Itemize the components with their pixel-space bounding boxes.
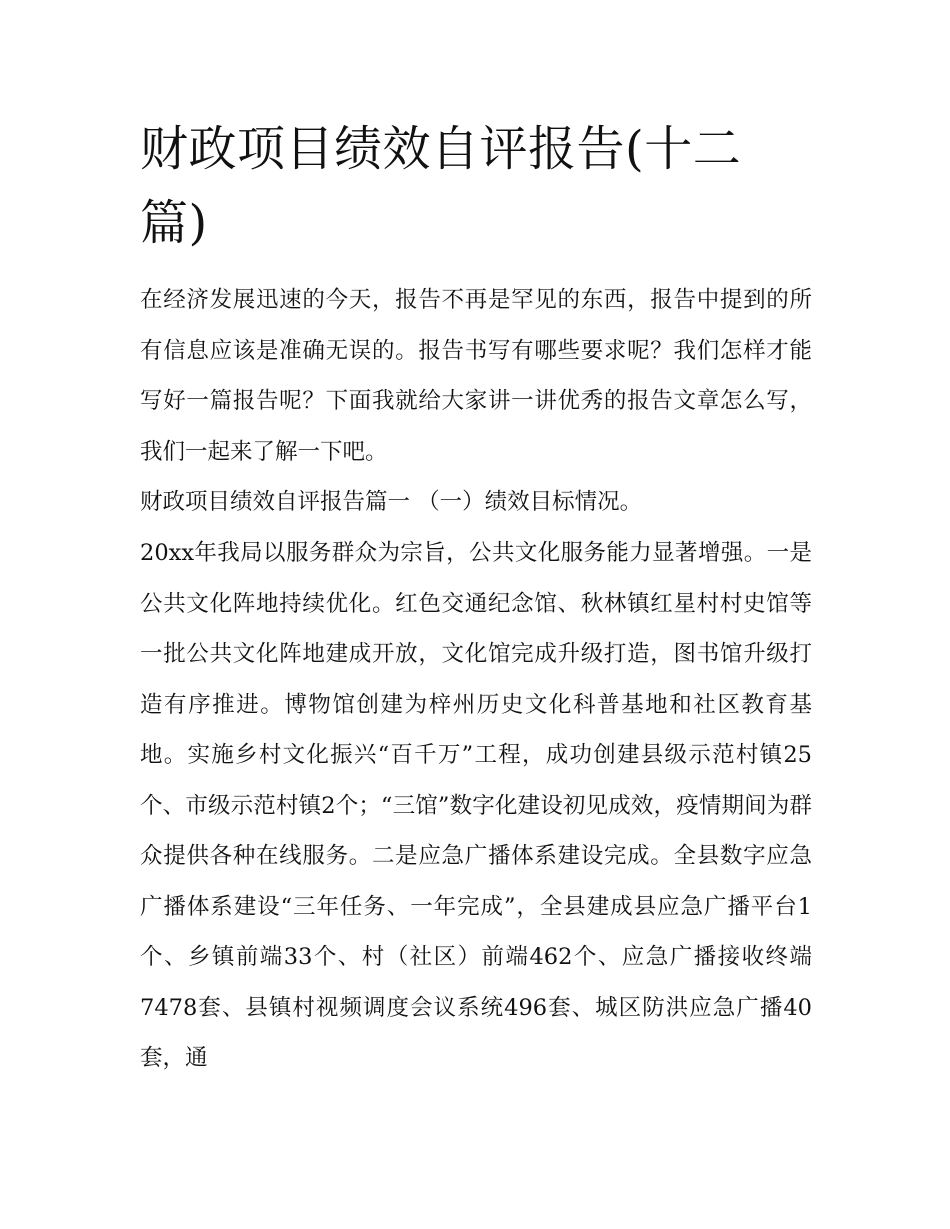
document-title: 财政项目绩效自评报告(十二篇) [140,121,742,251]
section-heading: 财政项目绩效自评报告篇一 （一）绩效目标情况。 [140,489,643,515]
content-paragraph: 20xx年我局以服务群众为宗旨，公共文化服务能力显著增强。一是公共文化阵地持续优化。红色交通纪念馆、秋林镇红星村村史馆等一批公共文化阵地建成开放，文化馆完成升级打造，图书馆升级打造有序推进。博物馆创建为梓州历史文化科普基地和社区教育基地。实施乡村文化振兴“百千万”工程，成功创建县级示范村镇25个、市级示范村镇2个；“三馆”数字化建设初见成效，疫情期间为群众提供各种在线服务。二是应急广播体系建设完成。全县数字应急广播体系建设“三年任务、一年完成”，全县建成县应急广播平台1个、乡镇前端33个、村（社区）前端462个、应急广播接收终端7478套、县镇村视频调度会议系统496套、城区防洪应急广播40套，通 [140,540,812,1071]
intro-paragraph: 在经济发展迅速的今天，报告不再是罕见的东西，报告中提到的所有信息应该是准确无误的。报告书写有哪些要求呢？我们怎样才能写好一篇报告呢？下面我就给大家讲一讲优秀的报告文章怎么写，我们一起来了解一下吧。 [140,287,812,465]
